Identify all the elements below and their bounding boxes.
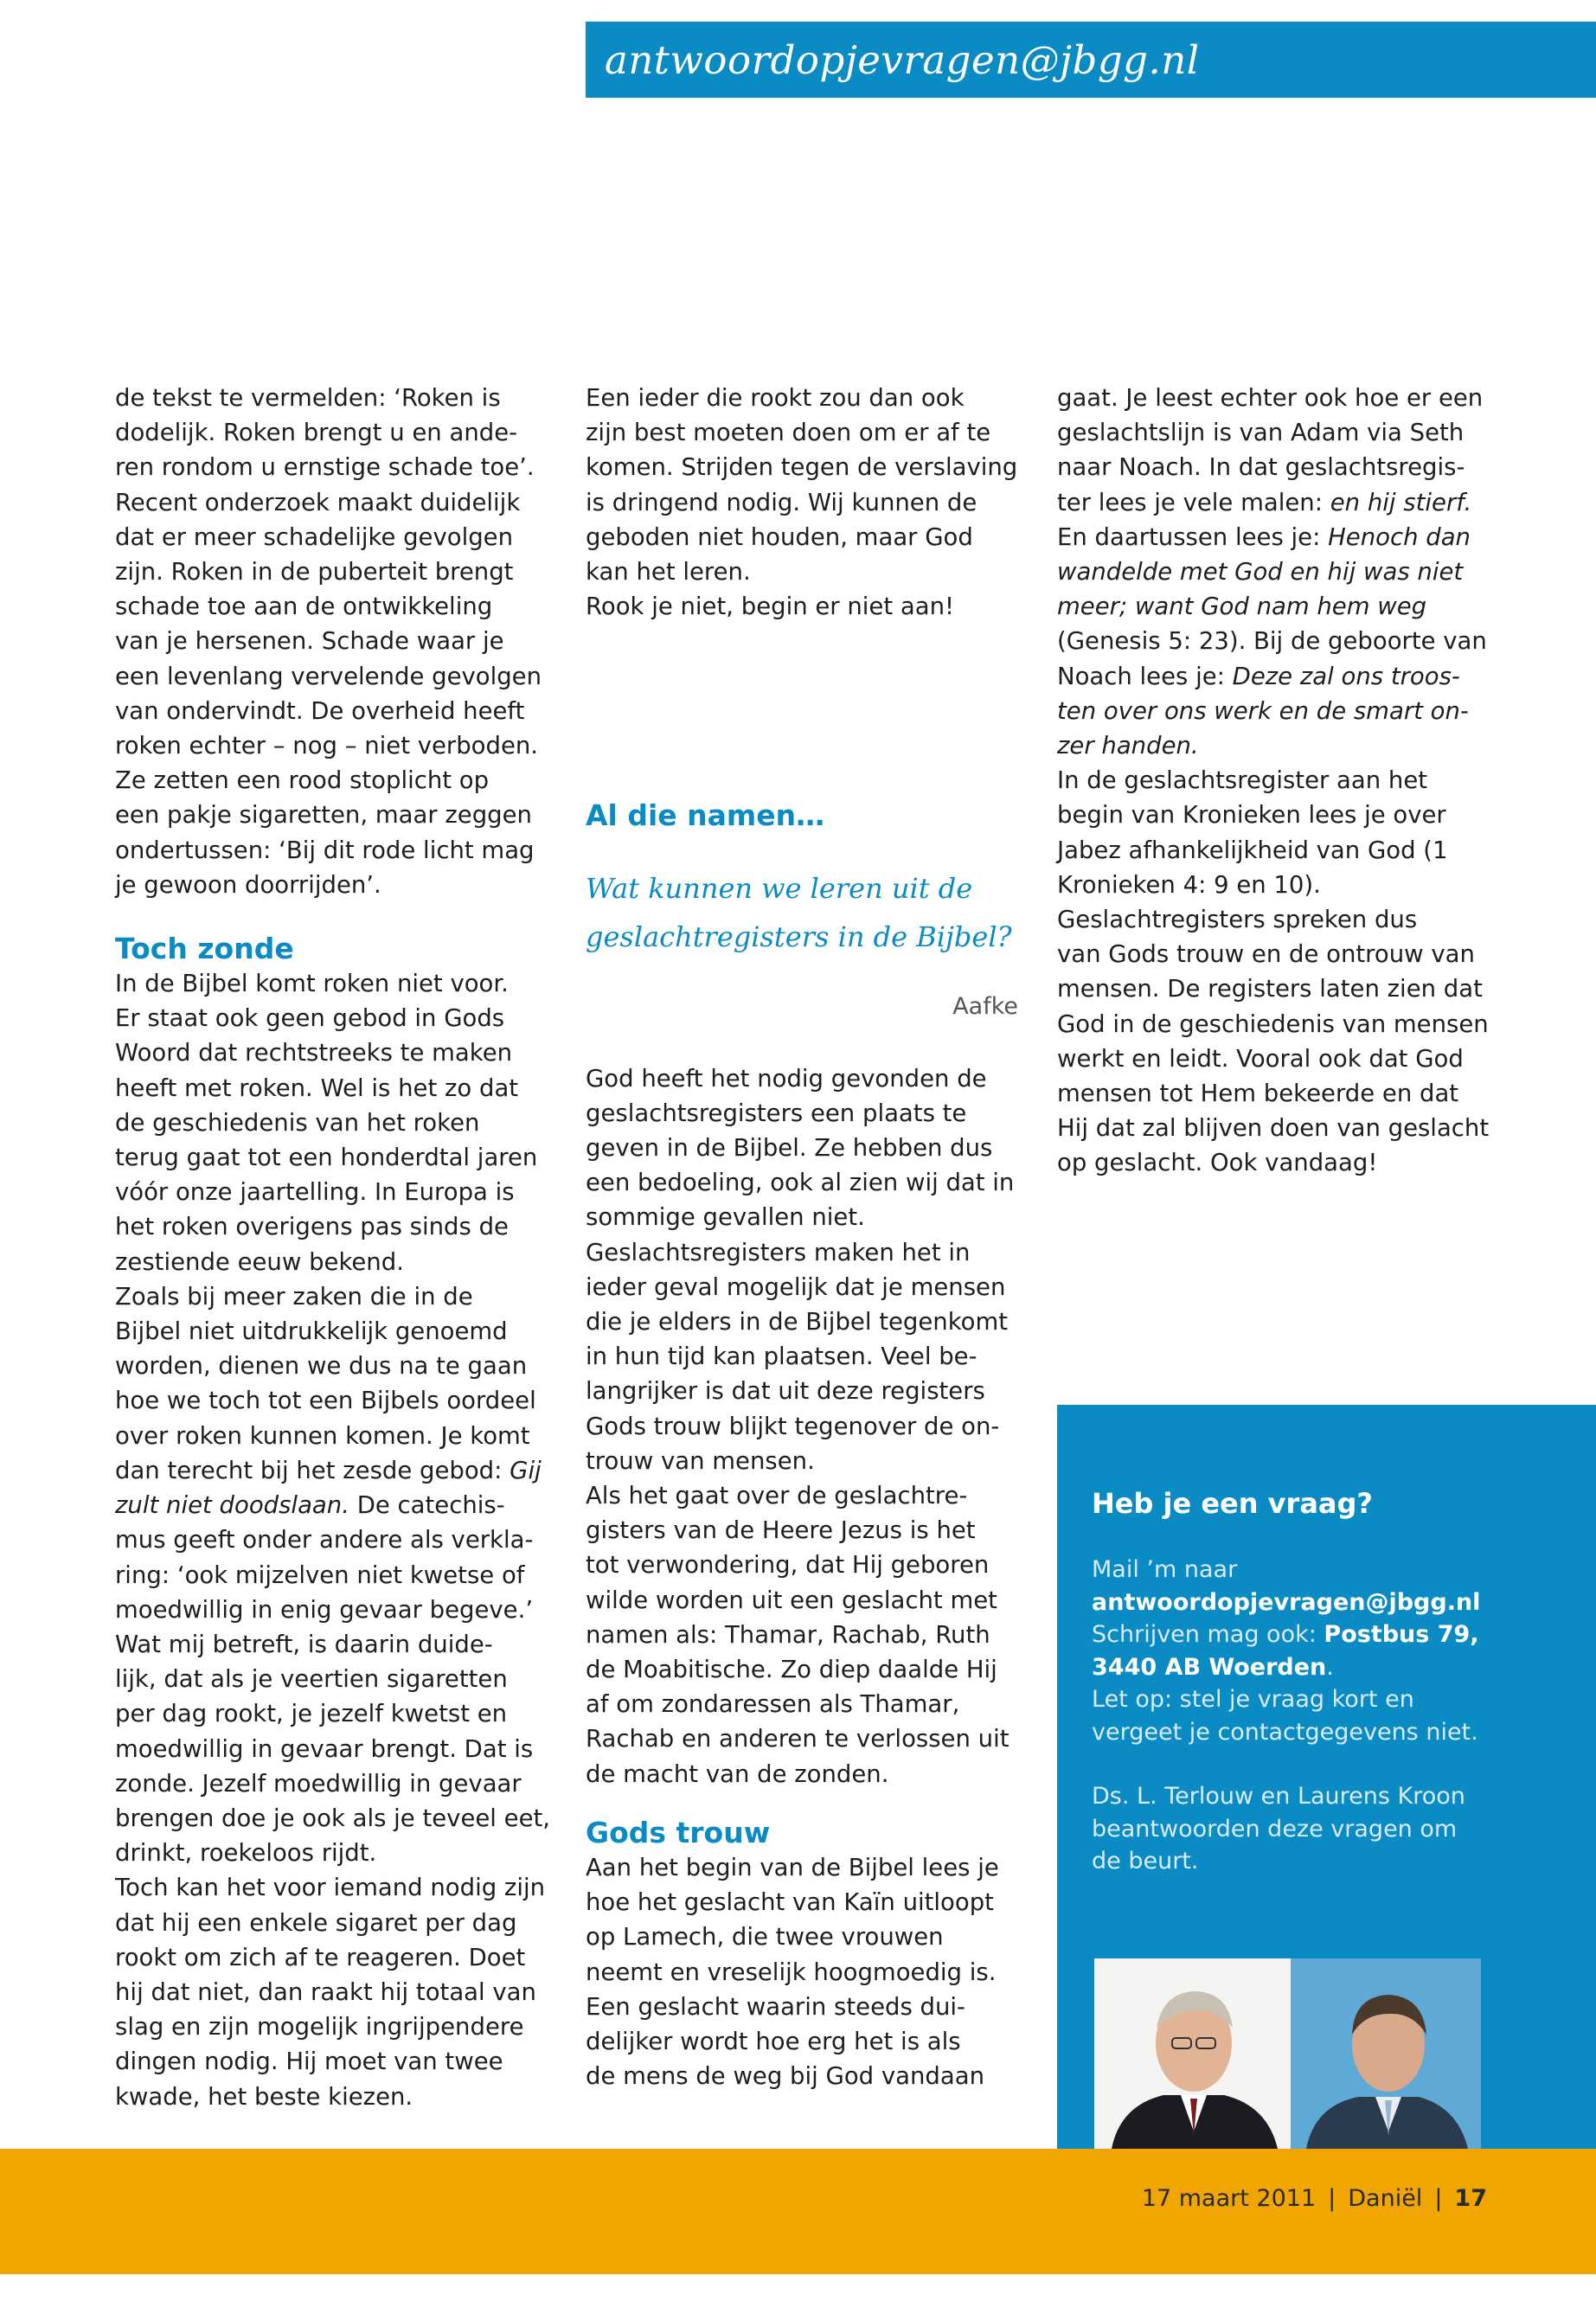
text-line: dat hij een enkele sigaret per dag	[115, 1908, 517, 1937]
text-line: hij dat niet, dan raakt hij totaal van	[115, 1977, 536, 2006]
text-line: de tekst te vermelden: ‘Roken is	[115, 384, 501, 412]
text-line: een levenlang vervelende gevolgen	[115, 662, 542, 690]
c2-paragraph-1	[586, 381, 1018, 624]
text-line: Recent onderzoek maakt duidelijk	[115, 488, 521, 516]
question-box-body	[1092, 1554, 1576, 1878]
text-line: geslachtsregisters een plaats te	[586, 1099, 967, 1127]
note-line: Let op: stel je vraag kort en	[1092, 1686, 1414, 1713]
text-line	[1057, 694, 1507, 728]
text-line: In de Bijbel komt roken niet voor.	[115, 970, 509, 998]
text-line: per dag rookt, je jezelf kwetst en	[115, 1700, 508, 1728]
text-line: heeft met roken. Wel is het zo dat	[115, 1074, 519, 1102]
text-line: ieder geval mogelijk dat je mensen	[586, 1272, 1006, 1301]
column-3	[1057, 381, 1507, 1181]
text-line: Kronieken 4: 9 en 10).	[1057, 870, 1321, 899]
italic-run: zult niet doodslaan.	[115, 1491, 349, 1520]
heading-toch-zonde: Toch zonde	[115, 932, 294, 966]
text-run: dan terecht bij het zesde gebod:	[115, 1456, 510, 1484]
write-prefix: Schrijven mag ook:	[1092, 1621, 1324, 1648]
separator: |	[1328, 2185, 1336, 2212]
text-line: moedwillig in enig gevaar begeve.’	[115, 1595, 534, 1624]
text-line: Bijbel niet uitdrukkelijk genoemd	[115, 1317, 508, 1346]
footer-info	[1142, 2185, 1487, 2212]
text-line: langrijker is dat uit deze registers	[586, 1377, 985, 1406]
issue-date: 17 maart 2011	[1141, 2185, 1317, 2212]
text-line: zijn best moeten doen om er af te	[586, 419, 991, 447]
text-line	[1057, 485, 1507, 520]
text-line: een bedoeling, ook al zien wij dat in	[586, 1169, 1015, 1197]
answerers-line: de beurt.	[1092, 1848, 1199, 1875]
text-line: Toch kan het voor iemand nodig zijn	[115, 1874, 546, 1902]
text-line	[1057, 659, 1507, 694]
postbus: Postbus 79,	[1324, 1621, 1479, 1648]
text-line: begin van Kronieken lees je over	[1057, 801, 1446, 830]
text-line: terug gaat tot een honderdtal jaren	[115, 1144, 538, 1172]
answerers-line: Ds. L. Terlouw en Laurens Kroon	[1092, 1783, 1465, 1810]
text-line: rookt om zich af te reageren. Doet	[115, 1943, 526, 1971]
header-email[interactable]: antwoordopjevragen@jbgg.nl	[605, 37, 1200, 83]
answerers-line: beantwoorden deze vragen om	[1092, 1815, 1458, 1843]
text-line: over roken kunnen komen. Je komt	[115, 1421, 530, 1450]
postal-city: 3440 AB Woerden	[1092, 1653, 1327, 1681]
photo-blank	[1481, 1958, 1596, 2149]
text-line: geboden niet houden, maar God	[586, 522, 973, 551]
text-line: trouw van mensen.	[586, 1446, 815, 1475]
text-line: is dringend nodig. Wij kunnen de	[586, 488, 977, 516]
text-line	[115, 1488, 548, 1522]
text-line: de Moabitische. Zo diep daalde Hij	[586, 1656, 997, 1684]
text-line: komen. Strijden tegen de verslaving	[586, 453, 1018, 482]
text-line: dodelijk. Roken brengt u en ande-	[115, 419, 518, 447]
text-line: hoe het geslacht van Kaïn uitloopt	[586, 1888, 994, 1917]
text-line: Geslachtregisters spreken dus	[1057, 906, 1418, 934]
contact-email[interactable]: antwoordopjevragen@jbgg.nl	[1092, 1588, 1481, 1616]
text-line: Zoals bij meer zaken die in de	[115, 1282, 473, 1311]
italic-run: Deze zal ons troos-	[1232, 662, 1460, 690]
text-line: op Lamech, die twee vrouwen	[586, 1923, 944, 1952]
c2-paragraph-2	[586, 1061, 1018, 1791]
text-line: mensen tot Hem bekeerde en dat	[1057, 1080, 1459, 1108]
text-line: brengen doe je ook als je teveel eet,	[115, 1804, 551, 1832]
footer-bar	[0, 2149, 1596, 2274]
text-line: (Genesis 5: 23). Bij de geboorte van	[1057, 627, 1487, 656]
text-line: slag en zijn mogelijk ingrijpendere	[115, 2013, 524, 2041]
question-box-title: Heb je een vraag?	[1092, 1487, 1373, 1520]
text-line: zijn. Roken in de puberteit brengt	[115, 558, 514, 586]
text-line: Jabez afhankelijkheid van God (1	[1057, 836, 1448, 864]
text-line: Woord dat rechtstreeks te maken	[115, 1039, 513, 1067]
text-line: ondertussen: ‘Bij dit rode licht mag	[115, 836, 535, 864]
text-line: God heeft het nodig gevonden de	[586, 1064, 987, 1093]
mail-prefix: Mail ’m naar	[1092, 1556, 1238, 1583]
text-line: hoe we toch tot een Bijbels oordeel	[115, 1387, 536, 1415]
text-line: kwade, het beste kiezen.	[115, 2082, 413, 2111]
text-line	[115, 1453, 548, 1488]
text-line: geslachtslijn is van Adam via Seth	[1057, 419, 1465, 447]
text-line: schade toe aan de ontwikkeling	[115, 593, 493, 621]
answerers-photo	[1094, 1958, 1596, 2149]
text-line: gaat. Je leest echter ook hoe er een	[1057, 384, 1484, 412]
text-line: gisters van de Heere Jezus is het	[586, 1516, 976, 1545]
text-line: moedwillig in gevaar brengt. Dat is	[115, 1734, 534, 1763]
separator: |	[1434, 2185, 1443, 2212]
text-line: wilde worden uit een geslacht met	[586, 1586, 997, 1614]
text-line: die je elders in de Bijbel tegenkomt	[586, 1308, 1009, 1336]
text-run: Noach lees je:	[1057, 662, 1233, 690]
italic-run: en hij stierf.	[1330, 488, 1472, 516]
text-run: De catechis-	[349, 1491, 505, 1520]
text-line: je gewoon doorrijden’.	[115, 870, 381, 899]
text-line: de mens de weg bij God vandaan	[586, 2062, 985, 2091]
text-line: Rook je niet, begin er niet aan!	[586, 593, 955, 621]
text-line: vóór onze jaartelling. In Europa is	[115, 1178, 515, 1207]
text-line: dingen nodig. Hij moet van twee	[115, 2048, 503, 2076]
c3-paragraph-1	[1057, 381, 1507, 763]
text-line: roken echter – nog – niet verboden.	[115, 732, 539, 760]
text-line: Geslachtsregisters maken het in	[586, 1238, 971, 1266]
text-line: de geschiedenis van het roken	[115, 1108, 480, 1137]
text-run: ter lees je vele malen:	[1057, 488, 1330, 516]
text-line: Ze zetten een rood stoplicht op	[115, 766, 490, 795]
text-run: En daartussen lees je:	[1057, 522, 1329, 551]
heading-gods-trouw: Gods trouw	[586, 1815, 771, 1849]
note-line: vergeet je contactgegevens niet.	[1092, 1718, 1478, 1746]
text-line: zonde. Jezelf moedwillig in gevaar	[115, 1769, 522, 1798]
text-line: af om zondaressen als Thamar,	[586, 1690, 960, 1719]
text-line: mus geeft onder andere als verkla-	[115, 1526, 534, 1554]
italic-run: zer handen.	[1057, 732, 1199, 760]
text-line: Wat mij betreft, is daarin duide-	[115, 1630, 493, 1658]
text-line: dat er meer schadelijke gevolgen	[115, 522, 514, 551]
text-line: ren rondom u ernstige schade toe’.	[115, 453, 535, 482]
text-line	[1057, 520, 1507, 554]
text-line	[1057, 589, 1507, 624]
text-line: het roken overigens pas sinds de	[115, 1213, 509, 1241]
text-line: delijker wordt hoe erg het is als	[586, 2027, 961, 2055]
text-line: Een geslacht waarin steeds dui-	[586, 1992, 965, 2021]
author-name: Aafke	[952, 993, 1018, 1021]
text-line: Een ieder die rookt zou dan ook	[586, 384, 965, 412]
text-line: Gods trouw blijkt tegenover de on-	[586, 1412, 1000, 1440]
photo-terlouw	[1094, 1958, 1291, 2149]
text-line: Hij dat zal blijven doen van geslacht	[1057, 1114, 1490, 1143]
italic-run: ten over ons werk en de smart on-	[1057, 696, 1469, 725]
text-line: Rachab en anderen te verlossen uit	[586, 1725, 1010, 1753]
text-line: de macht van de zonden.	[586, 1759, 889, 1788]
text-line: neemt en vreselijk hoogmoedig is.	[586, 1958, 997, 1986]
text-line: tot verwondering, dat Hij geboren	[586, 1551, 990, 1580]
heading-al-die-namen: Al die namen…	[586, 798, 825, 833]
magazine-name: Daniël	[1348, 2185, 1423, 2212]
text-line: zestiende eeuw bekend.	[115, 1247, 404, 1276]
italic-run: Henoch dan	[1328, 522, 1471, 551]
text-line: van ondervindt. De overheid heeft	[115, 696, 525, 725]
c1-paragraph-2	[115, 966, 551, 2114]
text-line: werkt en leidt. Vooral ook dat God	[1057, 1044, 1464, 1073]
text-line: Aan het begin van de Bijbel lees je	[586, 1853, 999, 1881]
c3-paragraph-2	[1057, 763, 1507, 1180]
postal-period: .	[1326, 1653, 1334, 1681]
text-line: namen als: Thamar, Rachab, Ruth	[586, 1620, 990, 1649]
text-line: op geslacht. Ook vandaag!	[1057, 1149, 1378, 1177]
text-line: in hun tijd kan plaatsen. Veel be-	[586, 1343, 977, 1371]
c2-paragraph-3	[586, 1850, 1018, 2093]
text-line: een pakje sigaretten, maar zeggen	[115, 801, 532, 830]
italic-run: wandelde met God en hij was niet	[1057, 558, 1464, 586]
question-box	[1057, 1405, 1596, 2149]
text-line: drinkt, roekeloos rijdt.	[115, 1839, 377, 1868]
text-line: Als het gaat over de geslachtre-	[586, 1482, 968, 1510]
text-line: worden, dienen we dus na te gaan	[115, 1352, 528, 1381]
text-line: lijk, dat als je veertien sigaretten	[115, 1665, 508, 1694]
subheading-line: geslachtregisters in de Bijbel?	[586, 920, 1012, 954]
photo-kroon	[1291, 1958, 1481, 2149]
text-line: naar Noach. In dat geslachtsregis-	[1057, 453, 1465, 482]
text-line: God in de geschiedenis van mensen	[1057, 1009, 1489, 1038]
page-number: 17	[1454, 2185, 1487, 2212]
text-line: Er staat ook geen gebod in Gods	[115, 1004, 505, 1033]
text-line: In de geslachtsregister aan het	[1057, 766, 1428, 795]
subheading-line: Wat kunnen we leren uit de	[586, 872, 973, 906]
column-2	[586, 381, 1018, 2093]
column-1	[115, 381, 551, 2114]
text-line: van Gods trouw en de ontrouw van	[1057, 940, 1475, 969]
text-line: sommige gevallen niet.	[586, 1203, 865, 1232]
c1-paragraph-1	[115, 381, 548, 902]
text-line: van je hersenen. Schade waar je	[115, 627, 504, 656]
text-line: mensen. De registers laten zien dat	[1057, 975, 1483, 1003]
header-bar	[586, 22, 1596, 98]
text-line	[1057, 728, 1507, 763]
text-line: geven in de Bijbel. Ze hebben dus	[586, 1134, 993, 1163]
italic-run: Gij	[510, 1456, 542, 1484]
italic-run: meer; want God nam hem weg	[1057, 593, 1427, 621]
text-line: kan het leren.	[586, 558, 751, 586]
text-line	[1057, 554, 1507, 589]
text-line: ring: ‘ook mijzelven niet kwetse of	[115, 1561, 525, 1589]
